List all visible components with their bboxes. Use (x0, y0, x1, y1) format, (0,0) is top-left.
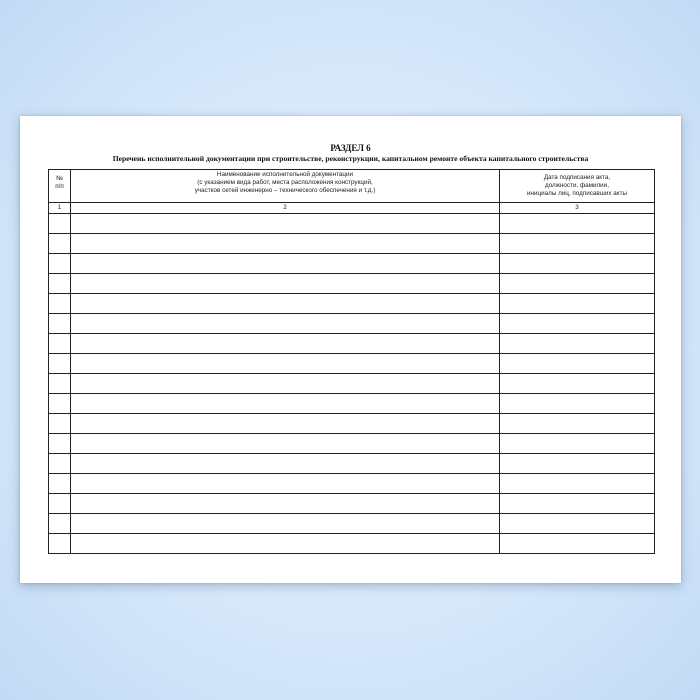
column-number: 1 (49, 203, 71, 214)
table-cell[interactable] (71, 354, 500, 374)
document-sheet (20, 116, 681, 583)
table-cell[interactable] (500, 514, 655, 534)
table-cell[interactable] (71, 314, 500, 334)
table-cell[interactable] (49, 474, 71, 494)
table-cell[interactable] (49, 374, 71, 394)
table-row (49, 314, 655, 334)
header-line: инициалы лиц, подписавших акты (527, 190, 627, 197)
table-cell[interactable] (49, 394, 71, 414)
table-cell[interactable] (49, 534, 71, 554)
table-row (49, 394, 655, 414)
table-row (49, 434, 655, 454)
table-cell[interactable] (500, 334, 655, 354)
table-cell[interactable] (49, 514, 71, 534)
table-row (49, 534, 655, 554)
table-cell[interactable] (500, 314, 655, 334)
header-line: участков сетей инженерно – технического обеспечения и т.д.) (194, 187, 376, 194)
table-row (49, 414, 655, 434)
table-cell[interactable] (500, 434, 655, 454)
table-cell[interactable] (500, 394, 655, 414)
table-cell[interactable] (71, 234, 500, 254)
header-line: Наименование исполнительной документации (216, 171, 354, 178)
table-row (49, 474, 655, 494)
table-row (49, 214, 655, 234)
table-cell[interactable] (71, 394, 500, 414)
table-row (49, 334, 655, 354)
table-cell[interactable] (500, 254, 655, 274)
table-cell[interactable] (71, 474, 500, 494)
table-cell[interactable] (71, 254, 500, 274)
table-row (49, 234, 655, 254)
header-line: (с указанием вида работ, места расположения конструкций, (197, 179, 373, 186)
table-cell[interactable] (71, 414, 500, 434)
table-cell[interactable] (71, 294, 500, 314)
table-cell[interactable] (49, 454, 71, 474)
header-cell-signature (500, 170, 655, 203)
table-cell[interactable] (500, 214, 655, 234)
table-cell[interactable] (500, 354, 655, 374)
table-cell[interactable] (500, 374, 655, 394)
table-cell[interactable] (49, 354, 71, 374)
table-cell[interactable] (49, 494, 71, 514)
table-row (49, 454, 655, 474)
table-cell[interactable] (500, 414, 655, 434)
table-cell[interactable] (71, 334, 500, 354)
column-number: 2 (71, 203, 500, 214)
table-row (49, 514, 655, 534)
table-row (49, 374, 655, 394)
table-cell[interactable] (500, 294, 655, 314)
section-title: РАЗДЕЛ 6 (330, 143, 371, 153)
column-number-row (49, 203, 655, 214)
table-cell[interactable] (71, 274, 500, 294)
table-row (49, 494, 655, 514)
table-cell[interactable] (71, 434, 500, 454)
documentation-table (48, 169, 655, 554)
table-cell[interactable] (49, 274, 71, 294)
table-row (49, 354, 655, 374)
table-cell[interactable] (49, 334, 71, 354)
header-cell-number (49, 170, 71, 203)
table-cell[interactable] (49, 294, 71, 314)
table-cell[interactable] (49, 434, 71, 454)
table-cell[interactable] (500, 494, 655, 514)
table-cell[interactable] (49, 234, 71, 254)
table-cell[interactable] (71, 454, 500, 474)
header-line: № (56, 175, 63, 182)
section-subtitle: Перечень исполнительной документации при строительстве, реконструкции, капитальном ремонте объекта капитального строительства (112, 154, 589, 163)
header-line: п/п (55, 183, 64, 190)
table-cell[interactable] (500, 274, 655, 294)
table-cell[interactable] (71, 374, 500, 394)
table-row (49, 294, 655, 314)
table-cell[interactable] (49, 254, 71, 274)
table-cell[interactable] (71, 214, 500, 234)
table-row (49, 274, 655, 294)
header-line: должности, фамилии, (545, 182, 609, 189)
table-cell[interactable] (500, 534, 655, 554)
table-cell[interactable] (500, 234, 655, 254)
table-cell[interactable] (500, 454, 655, 474)
table-cell[interactable] (71, 494, 500, 514)
table-cell[interactable] (71, 514, 500, 534)
header-cell-name (71, 170, 500, 203)
table-cell[interactable] (71, 534, 500, 554)
table-header-row (49, 170, 655, 203)
table-cell[interactable] (500, 474, 655, 494)
table-cell[interactable] (49, 414, 71, 434)
header-line: Дата подписания акта, (543, 174, 611, 181)
table-cell[interactable] (49, 214, 71, 234)
table-row (49, 254, 655, 274)
table-cell[interactable] (49, 314, 71, 334)
column-number: 3 (500, 203, 655, 214)
